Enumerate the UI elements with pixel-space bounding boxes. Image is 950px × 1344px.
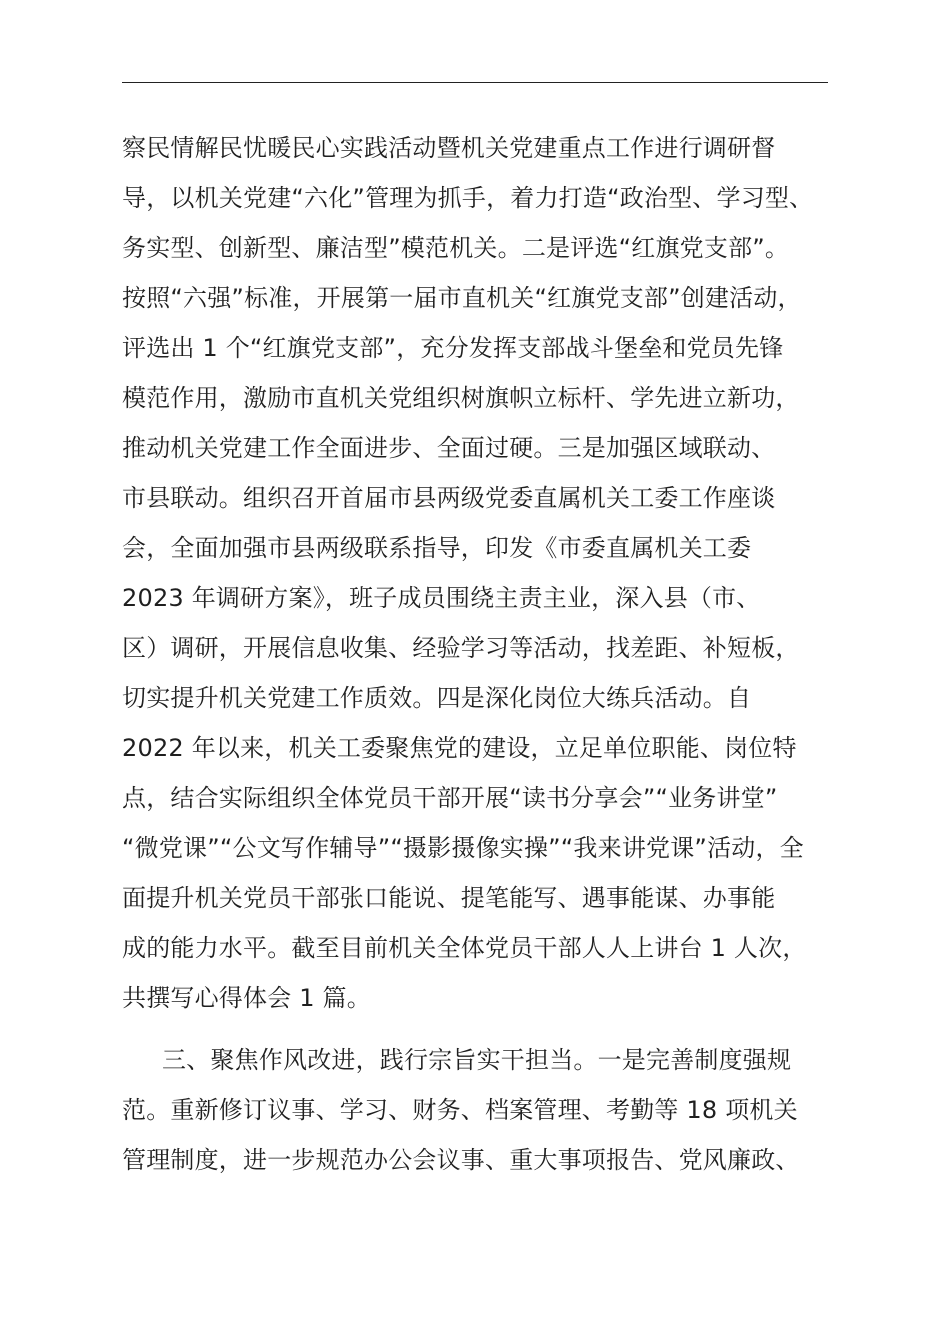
text-line: 按照“六强”标准，开展第一届市直机关“红旗党支部”创建活动，	[122, 284, 802, 312]
text-line: 务实型、创新型、廉洁型”模范机关。二是评选“红旗党支部”。	[122, 234, 790, 262]
text-line: 切实提升机关党建工作质效。四是深化岗位大练兵活动。自	[122, 684, 752, 712]
header-rule	[122, 82, 828, 83]
text-line: 导，以机关党建“六化”管理为抓手，着力打造“政治型、学习型、	[122, 184, 814, 212]
text-line: 2023 年调研方案》，班子成员围绕主责主业，深入县（市、	[122, 584, 761, 612]
body-paragraph	[122, 1035, 862, 1185]
text-line: “微党课”“公文写作辅导”“摄影摄像实操”“我来讲党课”活动，全	[122, 834, 804, 862]
text-line: 推动机关党建工作全面进步、全面过硬。三是加强区域联动、	[122, 434, 776, 462]
text-line: 察民情解民忧暖民心实践活动暨机关党建重点工作进行调研督	[122, 134, 776, 162]
text-line: 三、聚焦作风改进，践行宗旨实干担当。一是完善制度强规	[162, 1046, 792, 1074]
text-line: 范。重新修订议事、学习、财务、档案管理、考勤等 18 项机关	[122, 1096, 798, 1124]
text-line: 管理制度，进一步规范办公会议事、重大事项报告、党风廉政、	[122, 1146, 800, 1174]
text-line: 会，全面加强市县两级联系指导，印发《市委直属机关工委	[122, 534, 752, 562]
body-paragraph	[122, 123, 862, 1023]
text-line: 面提升机关党员干部张口能说、提笔能写、遇事能谋、办事能	[122, 884, 776, 912]
text-line: 市县联动。组织召开首届市县两级党委直属机关工委工作座谈	[122, 484, 776, 512]
text-line: 评选出 1 个“红旗党支部”，充分发挥支部战斗堡垒和党员先锋	[122, 334, 784, 362]
text-line: 2022 年以来，机关工委聚焦党的建设，立足单位职能、岗位特	[122, 734, 797, 762]
text-line: 区）调研，开展信息收集、经验学习等活动，找差距、补短板，	[122, 634, 800, 662]
text-line: 模范作用，激励市直机关党组织树旗帜立标杆、学先进立新功，	[122, 384, 800, 412]
text-line: 点，结合实际组织全体党员干部开展“读书分享会”“业务讲堂”	[122, 784, 778, 812]
text-line: 成的能力水平。截至目前机关全体党员干部人人上讲台 1 人次，	[122, 934, 807, 962]
text-line: 共撰写心得体会 1 篇。	[122, 984, 371, 1012]
